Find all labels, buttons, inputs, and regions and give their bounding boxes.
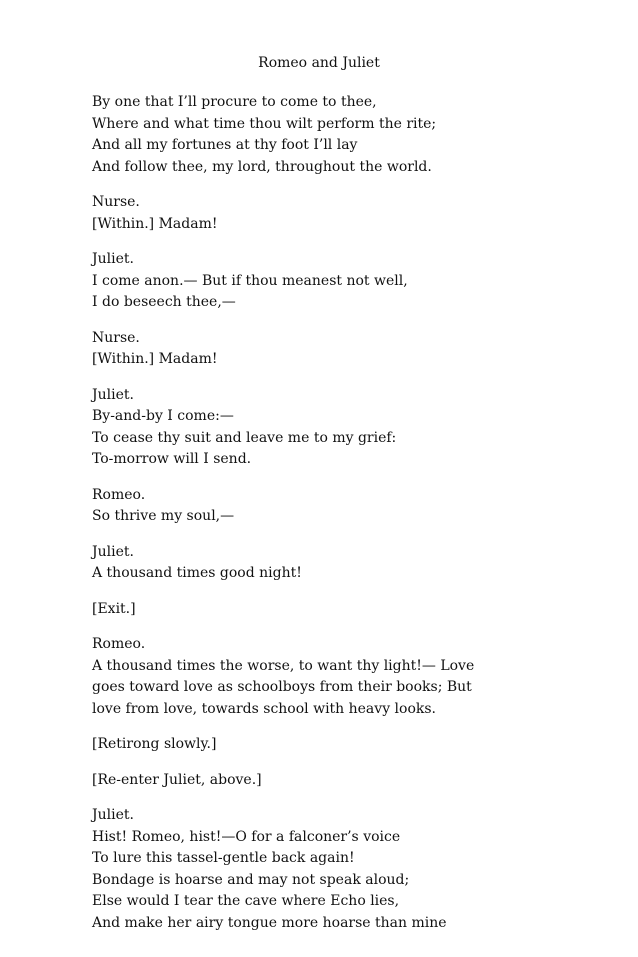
text-line: love from love, towards school with heavy looks. bbox=[92, 700, 437, 717]
text-line: Juliet. bbox=[92, 386, 134, 403]
text-line: And follow thee, my lord, throughout the world. bbox=[92, 158, 432, 175]
text-line: Juliet. bbox=[92, 807, 134, 823]
text-line: And make her airy tongue more hoarse than mine bbox=[92, 914, 447, 931]
text-line: [Within.] Madam! bbox=[92, 351, 218, 367]
text-block bbox=[92, 770, 592, 792]
text-block bbox=[92, 328, 592, 371]
text-block bbox=[92, 805, 592, 934]
text-line: [Retirong slowly.] bbox=[92, 736, 217, 752]
text-line: I do beseech thee,— bbox=[92, 294, 236, 310]
text-line: Nurse. bbox=[92, 194, 140, 210]
text-block bbox=[92, 92, 592, 178]
text-block bbox=[92, 542, 592, 585]
text-line: I come anon.— But if thou meanest not well, bbox=[92, 272, 408, 289]
text-line: By-and-by I come:— bbox=[92, 408, 234, 424]
text-block bbox=[92, 485, 592, 528]
text-block bbox=[92, 599, 592, 621]
text-block bbox=[92, 385, 592, 471]
text-line: Nurse. bbox=[92, 329, 140, 346]
text-line: [Within.] Madam! bbox=[92, 215, 218, 232]
page-title: Romeo and Juliet bbox=[258, 55, 380, 71]
text-line: Bondage is hoarse and may not speak aloud; bbox=[92, 871, 410, 888]
text-block bbox=[92, 192, 592, 235]
text-line: So thrive my soul,— bbox=[92, 508, 235, 524]
text-line: Else would I tear the cave where Echo lies, bbox=[92, 893, 400, 909]
text-line: Romeo. bbox=[92, 486, 146, 503]
play-text bbox=[92, 92, 592, 948]
text-line: To cease thy suit and leave me to my grief: bbox=[92, 429, 397, 446]
text-line: [Re-enter Juliet, above.] bbox=[92, 771, 262, 788]
text-line: To-morrow will I send. bbox=[92, 451, 252, 467]
text-line: And all my fortunes at thy foot I’ll lay bbox=[92, 137, 358, 153]
text-line: Hist! Romeo, hist!—O for a falconer’s voice bbox=[92, 828, 401, 845]
text-block bbox=[92, 734, 592, 756]
text-line: Where and what time thou wilt perform the rite; bbox=[92, 115, 437, 132]
text-line: To lure this tassel-gentle back again! bbox=[92, 850, 355, 866]
text-line: A thousand times good night! bbox=[92, 565, 302, 581]
text-line: [Exit.] bbox=[92, 600, 136, 617]
text-line: goes toward love as schoolboys from their books; But bbox=[92, 679, 472, 695]
text-line: A thousand times the worse, to want thy light!— Love bbox=[92, 657, 475, 674]
text-line: Juliet. bbox=[92, 251, 134, 267]
text-block bbox=[92, 634, 592, 720]
text-block bbox=[92, 249, 592, 314]
text-line: By one that I’ll procure to come to thee, bbox=[92, 94, 377, 110]
text-line: Romeo. bbox=[92, 636, 146, 652]
text-line: Juliet. bbox=[92, 543, 134, 560]
